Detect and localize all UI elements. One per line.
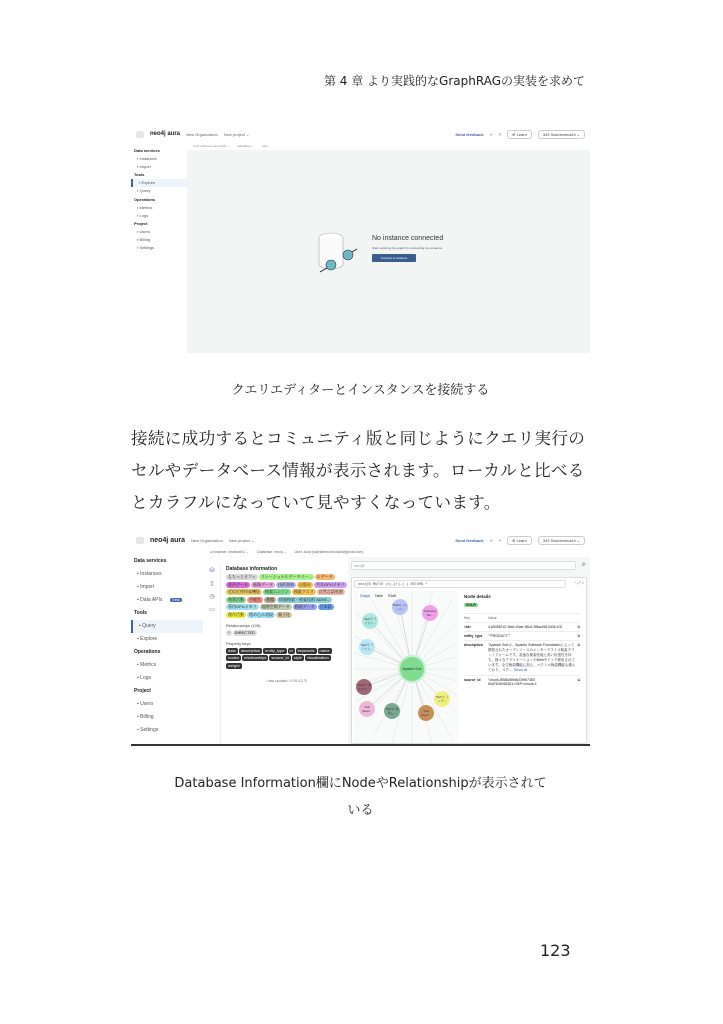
card-controls [574,580,584,585]
node-label-tag[interactable]: リレーショナルデータベー... [260,574,312,579]
value-header: Value [488,616,497,620]
sidebar-item-data-apis[interactable] [131,594,203,607]
details-header [464,613,580,622]
node-label-tag[interactable]: 日本語 [319,604,332,609]
project-breadcrumb[interactable]: New project ⌄ [228,538,255,543]
node-details-panel [460,591,584,743]
sidebar-item-explore[interactable] [131,633,203,646]
property-key-tag[interactable]: description [240,647,261,653]
property-key-tag[interactable]: id [289,647,293,653]
property-key-tag[interactable]: weight [228,662,240,668]
menu-icon[interactable] [136,131,144,138]
org-breadcrumb[interactable]: New Organization [191,538,223,543]
details-row [464,675,580,688]
node-label-tag[interactable]: 検索クエリ [293,589,314,594]
learn-button[interactable]: ⊕ Learn [507,536,532,545]
graph-node[interactable]: "Solr (facet... [359,701,375,717]
main-area [187,150,590,353]
sidebar-item-query[interactable] [131,620,203,633]
bookmark-icon[interactable]: ▯ [210,581,214,587]
menu-icon[interactable] [136,537,144,544]
show-all-link[interactable]: Show all [513,668,528,672]
sidebar-item-label: Query [142,623,156,629]
node-label-tag[interactable]: 埋め込み表現 [249,611,273,617]
detail-value-text: 4:a93587a7-5bef-40ae-95cd-2f8ac0813406:102 [488,625,563,629]
detail-key: description [464,643,483,647]
node-label-tag[interactable]: 技術書典 [278,581,294,587]
sidebar-item-icon: ▪ [137,662,141,668]
sidebar-section-heading: Tools [134,172,145,178]
node-labels [226,574,348,619]
user-label: User [261,144,269,148]
graph-node-center[interactable]: Apache Solr [400,657,424,681]
node-label-tag[interactable]: 出版社 [299,581,311,587]
sidebar-item-import[interactable] [131,581,203,594]
sidebar-item-label: Logs [139,212,149,218]
empty-state-title: No instance connected [372,235,444,242]
node-label-tag[interactable]: 自然言語処理 [318,589,343,594]
sidebar-item-billing[interactable] [131,711,203,724]
book-icon[interactable]: ▭ [209,607,215,613]
node-label-tag[interactable]: 量子化 [278,611,290,617]
sidebar-item-icon: ▪ [137,571,141,577]
relationship-types [226,630,348,638]
instance-select[interactable]: ● Instance: instance01 ⌄ [210,550,250,554]
executed-query[interactable]: neo4j$ MATCH (n)-[r]-( ) RETURN * [354,580,566,588]
caption-1: クエリエディターとインスタンスを接続する [231,383,490,398]
sidebar-item-import[interactable] [131,163,187,171]
screenshot-no-instance [131,127,590,353]
megaphone-icon[interactable]: ✧ [489,538,493,543]
sidebar-item-explore[interactable] [131,179,187,187]
sidebar-item-label: Query [139,188,151,194]
graph-node[interactable]: "Javaで 書かれた... [356,679,372,695]
sidebar-item-metrics[interactable] [131,659,203,672]
sidebar-item-icon: ▪ [137,237,140,243]
node-label-tag[interactable]: 音声データ [228,581,248,587]
connect-to-instance-button[interactable]: Connect to instance [372,254,416,262]
copy-icon[interactable]: ⧉ [577,678,580,682]
sidebar-item-label: Settings [139,245,154,251]
sidebar-item-settings[interactable] [131,724,203,737]
sidebar-item-metrics[interactable] [131,204,187,212]
node-label-tag[interactable]: もちっとカフェ [228,574,256,579]
instance-select[interactable]: ● No instance connected ⌄ [193,144,230,148]
graph-node[interactable]: "Solr (facet... [418,705,434,721]
sidebar-item-icon: ▪ [137,701,141,707]
sidebar-item-icon: ▪ [137,727,141,733]
send-feedback-link[interactable]: Send feedback [455,538,484,543]
connection-bar [187,141,590,150]
sidebar-item-icon: ▪ [137,636,141,642]
sidebar [131,555,203,737]
sidebar-item-label: Explore [140,636,158,642]
detail-value [488,625,578,629]
connection-bar [204,549,590,557]
sidebar-item-users[interactable] [131,698,203,711]
details-row [464,640,580,675]
sidebar-item-instances[interactable] [131,568,203,581]
sidebar-item-label: Users [140,701,154,707]
node-label-tag[interactable]: 検索エンジン [265,589,289,594]
details-row [464,622,580,631]
database-info-panel [226,566,348,683]
database-icon[interactable]: ⛁ [209,568,215,574]
detail-key: source_id [464,678,481,682]
user-label: User: Aura (sashimimochi.clark@gmail.com) [294,550,364,554]
node-label-tag[interactable]: 専用GPUメモリ [228,604,257,609]
run-icon[interactable]: ⚙ [581,562,586,568]
sidebar-section-heading: Project [134,688,151,694]
help-icon[interactable]: ? [498,538,502,543]
node-label-tag[interactable]: 画像データ [253,581,273,587]
sidebar-item-label: Metrics [140,662,157,668]
org-breadcrumb[interactable]: New Organization [186,131,218,137]
database-select[interactable]: Database ⌄ [237,144,254,148]
panel-icon-column [204,565,221,746]
sidebar-item-billing[interactable] [131,236,187,244]
graph-node[interactable]: "Faceting" Tec... [422,605,438,621]
relationship-tag[interactable]: * [228,630,230,635]
sidebar-item-icon: ▪ [139,180,142,186]
node-label-badge: SOLR [466,603,476,607]
sidebar-item-label: Billing [140,714,154,720]
detail-value [488,634,578,638]
project-breadcrumb[interactable]: New project ⌄ [223,131,250,137]
node-label-tag[interactable]: 書籍 [266,596,274,602]
last-update: Last update: 0:39:12 ↻ [266,678,308,683]
result-card [351,577,587,744]
node-label-tag[interactable]: 執筆活動 [228,596,244,602]
property-key-tag[interactable]: entity_type [265,647,285,653]
beta-badge: Beta [172,598,180,602]
detail-value [488,643,578,673]
node-label-tag[interactable]: ルデータ [316,574,333,579]
send-feedback-link[interactable]: Send feedback [455,131,484,137]
sidebar-item-query[interactable] [131,187,187,195]
sidebar-item-label: Billing [139,237,151,243]
sidebar-item-label: Import [140,584,155,590]
key-header: Key [464,616,471,620]
sidebar-section-heading: Project [134,220,148,226]
empty-state-text: Start exploring the graph by connecting to a instance. [372,246,443,250]
sidebar-item-icon: ▪ [137,675,141,681]
query-editor-input[interactable]: neo4j$ [351,561,576,570]
node-label-tag[interactable]: 創作活動 [228,611,244,617]
property-key-tag[interactable]: keywords [297,647,315,653]
sidebar-item-label: Logs [140,675,152,681]
node-label-tag[interactable]: 地理空間データ [261,604,290,609]
sidebar [131,147,187,252]
history-icon[interactable]: ◷ [209,594,215,600]
logo: neo4j aura [150,131,181,137]
collapse-icon[interactable]: ^ [574,580,577,585]
sidebar-item-icon: ▪ [137,204,140,210]
graph-node[interactable]: "Solrで ライアン... [362,613,378,629]
details-row [464,631,580,640]
body-paragraph: 接続に成功するとコミュニティ版と同じようにクエリ実行のセルやデータベース情報が表示されます。ローカルと比べるとカラフルになっていて見やすくなっています。 [131,429,586,512]
property-key-tag[interactable]: nodes [228,655,239,660]
sidebar-item-icon: ▪ [137,164,140,170]
detail-key: <id> [464,625,472,629]
sidebar-item-label: Instances [139,156,157,162]
detail-value-text: "chunk-8f380d59db239fb7383 64d7639063261<SEP>chunk-1 [488,678,537,686]
sidebar-item-icon: ▪ [137,584,141,590]
tab-graph[interactable]: Graph [360,594,370,598]
property-key-tag[interactable]: style [293,655,302,660]
graph-node[interactable]: "Solrを 検索し... [384,703,400,719]
sidebar-item-icon: ▪ [137,597,141,603]
copy-icon[interactable]: ⧉ [577,643,580,647]
query-area [348,557,590,744]
sidebar-item-label: Metrics [139,204,153,210]
sidebar-section-heading: Operations [134,649,161,655]
node-label-tag[interactable]: 近似近傍探索機能 [228,589,260,594]
sidebar-section-heading: Data services [134,558,167,564]
sidebar-item-label: Settings [140,727,159,733]
property-key-tag[interactable]: name [319,647,330,653]
property-key-tag[interactable]: relationships [243,655,267,660]
database-info-title: Database information [226,566,278,572]
detail-value-text: "Apache Solrは、Apache Software Foundationによって開発されたオープンソースのエンタープライズ検索プラットフォームです。高速な検索性能と高い拡張性を持ち、様々なアプリケーションやWebサイトで使用されています。全文検索機能に加え、ベクトル検索機能も備えており、ベク... [488,643,576,672]
caption-2 [131,770,590,824]
account-menu[interactable]: 343 Sashimimochi ⌄ [538,536,585,545]
property-keys-title: Property keys [226,640,251,646]
graph-node[interactable]: "Solrの フィール... [392,599,408,615]
node-label-tag[interactable]: 動画データ [294,604,315,609]
view-tabs [357,593,399,599]
copy-icon[interactable]: ⧉ [577,634,580,638]
logo: neo4j aura [150,537,186,544]
disconnected-database-illustration [316,230,360,276]
sidebar-item-instances[interactable] [131,155,187,163]
sidebar-section-heading: Operations [134,196,156,202]
property-key-tag[interactable]: visualization [306,655,329,660]
sidebar-item-label: Users [139,228,150,234]
sidebar-item-label: Data APIs [140,597,163,603]
caption-2-line-2: いる [347,803,374,818]
sidebar-item-logs[interactable] [131,672,203,685]
node-details-title: Node details [464,594,491,599]
page-number: 123 [540,941,571,960]
sidebar-item-icon: ▪ [137,188,140,194]
sidebar-item-label: Import [139,164,151,170]
property-key-tag[interactable]: data [228,647,236,653]
top-bar [131,127,590,141]
learn-button[interactable]: ⊕ Learn [507,130,532,139]
sidebar-item-logs[interactable] [131,212,187,220]
property-keys [226,648,348,671]
relationships-title: Relationships (105) [226,623,261,628]
node-label-tag[interactable]: 共有GPUメモリ [316,581,345,587]
property-key-tag[interactable]: source_id [271,655,289,660]
graph-node[interactable]: "Solrで ライアン... [359,639,375,655]
database-select[interactable]: Database: neo4j ⌄ [257,550,287,554]
sidebar-item-icon: ▪ [137,212,140,218]
detail-key: entity_type [464,634,483,638]
graph-node[interactable]: "Solrで インデ... [434,691,450,707]
caption-2-line-1: Database Information欄にNodeやRelationshipが表示されて [174,776,547,791]
top-bar [131,532,590,549]
copy-icon[interactable]: ⧉ [577,625,580,629]
expand-icon[interactable]: ⤢ [577,580,581,585]
account-menu[interactable]: 343 Sashimimochi ⌄ [538,130,585,139]
node-label-tag[interactable]: 手帳室 [249,596,261,602]
chapter-header: 第 4 章 より実践的なGraphRAGの実装を求めて [323,74,585,88]
detail-value-text: ""PRODUCT"" [488,634,511,638]
sidebar-section-heading: Data services [134,148,160,153]
sidebar-item-icon: ▪ [139,623,143,629]
node-label-tag[interactable]: 情報検索・検索技術 ADVE... [279,596,331,602]
sidebar-item-label: Explore [141,180,156,186]
detail-value [488,678,578,686]
tab-table[interactable]: Table [374,594,384,598]
help-icon[interactable]: ? [498,131,502,137]
sidebar-item-icon: ▪ [137,714,141,720]
sidebar-item-icon: ▪ [137,245,140,251]
tab-raw[interactable]: RAW [388,594,397,598]
sidebar-section-heading: Tools [134,610,147,616]
sidebar-item-users[interactable] [131,228,187,236]
graph-view[interactable] [354,591,458,743]
sidebar-item-icon: ▪ [137,156,140,162]
screenshot-query-connected [131,532,590,746]
megaphone-icon[interactable]: ✧ [489,131,493,137]
close-icon[interactable]: × [581,580,584,585]
sidebar-item-icon: ▪ [137,228,140,234]
sidebar-item-label: Instances [140,571,162,577]
sidebar-item-settings[interactable] [131,244,187,252]
relationship-tag[interactable]: DIRECTED [234,630,256,635]
